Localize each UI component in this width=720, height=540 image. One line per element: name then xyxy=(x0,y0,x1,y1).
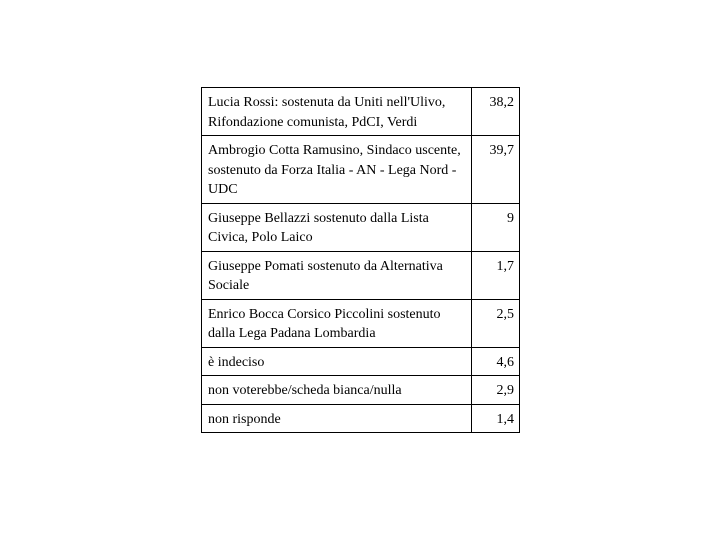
percentage-cell: 9 xyxy=(472,203,520,251)
candidate-cell: Giuseppe Bellazzi sostenuto dalla Lista Civica, Polo Laico xyxy=(202,203,472,251)
table-row xyxy=(202,404,520,433)
table-row xyxy=(202,299,520,347)
candidate-cell: è indeciso xyxy=(202,347,472,376)
candidate-cell: Giuseppe Pomati sostenuto da Alternativa Sociale xyxy=(202,251,472,299)
percentage-cell: 1,4 xyxy=(472,404,520,433)
poll-results-table xyxy=(201,87,520,433)
table-row xyxy=(202,376,520,405)
percentage-cell: 1,7 xyxy=(472,251,520,299)
table-row xyxy=(202,203,520,251)
candidate-cell: non risponde xyxy=(202,404,472,433)
table-row xyxy=(202,136,520,204)
percentage-cell: 38,2 xyxy=(472,88,520,136)
candidate-cell: Lucia Rossi: sostenuta da Uniti nell'Ulivo, Rifondazione comunista, PdCI, Verdi xyxy=(202,88,472,136)
table-row xyxy=(202,88,520,136)
table-row xyxy=(202,251,520,299)
percentage-cell: 2,9 xyxy=(472,376,520,405)
percentage-cell: 2,5 xyxy=(472,299,520,347)
candidate-cell: non voterebbe/scheda bianca/nulla xyxy=(202,376,472,405)
candidate-cell: Ambrogio Cotta Ramusino, Sindaco uscente, sostenuto da Forza Italia - AN - Lega Nord - UDC xyxy=(202,136,472,204)
percentage-cell: 39,7 xyxy=(472,136,520,204)
percentage-cell: 4,6 xyxy=(472,347,520,376)
table-row xyxy=(202,347,520,376)
candidate-cell: Enrico Bocca Corsico Piccolini sostenuto dalla Lega Padana Lombardia xyxy=(202,299,472,347)
